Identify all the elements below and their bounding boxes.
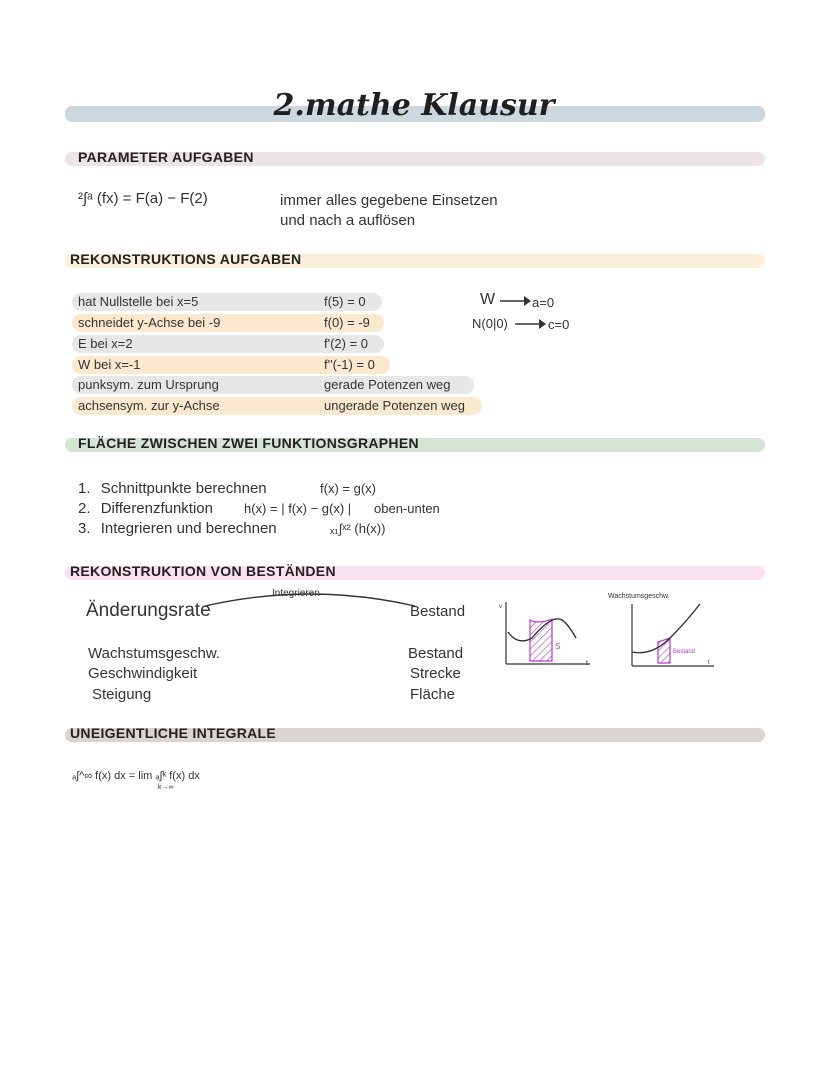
parameter-note-line2: und nach a auflösen — [280, 212, 416, 229]
axis-label: t — [708, 660, 710, 666]
axis-label: t — [586, 660, 588, 667]
side-note-result: c=0 — [548, 317, 570, 332]
improper-integral-formula: ₐ∫^∞ f(x) dx = lim ₐ∫ᵏ f(x) dx — [72, 770, 200, 782]
arrow-icon — [498, 295, 532, 307]
rekon-condition: W bei x=-1 — [78, 357, 141, 372]
rekon-equation: f'(2) = 0 — [324, 336, 369, 351]
rekon-equation: f(0) = -9 — [324, 315, 370, 330]
rekon-equation: f''(-1) = 0 — [324, 357, 375, 372]
rekon-condition: E bei x=2 — [78, 336, 133, 351]
step-formula: h(x) = | f(x) − g(x) | — [244, 501, 352, 516]
shaded-area — [658, 638, 670, 663]
side-note-n — [472, 316, 508, 331]
parameter-formula: ²∫ᵃ (fx) = F(a) − F(2) — [78, 190, 208, 207]
section-heading-bestaende: REKONSTRUKTION VON BESTÄNDEN — [70, 563, 336, 579]
step-number: 3. — [78, 520, 91, 537]
arc-label: Integrieren — [272, 588, 320, 599]
side-note-label: W — [480, 291, 496, 308]
limit-subscript: k→∞ — [158, 784, 174, 791]
step-text: Integrieren und berechnen — [100, 520, 277, 537]
right-head: Bestand — [410, 603, 466, 620]
right-item: Strecke — [410, 665, 461, 682]
rekon-row — [78, 376, 548, 396]
page-title: 2.mathe Klausur — [273, 88, 555, 123]
left-item: Wachstumsgeschw. — [88, 645, 220, 662]
section-heading-rekonstruktion: REKONSTRUKTIONS AUFGABEN — [70, 251, 302, 267]
right-item: Bestand — [408, 645, 464, 662]
rekon-equation: ungerade Potenzen weg — [324, 398, 465, 413]
step-text: Differenzfunktion — [100, 500, 213, 517]
section-heading-uneigentlich: UNEIGENTLICHE INTEGRALE — [70, 725, 277, 741]
rekon-condition: schneidet y-Achse bei -9 — [78, 315, 221, 330]
step-text: Schnittpunkte berechnen — [100, 480, 267, 497]
side-note-w — [480, 291, 495, 309]
rekon-row — [78, 356, 548, 376]
flaeche-step — [78, 520, 578, 537]
rekon-row — [78, 293, 548, 313]
rate-graph-2 — [624, 600, 720, 670]
arrow-icon — [513, 318, 547, 330]
left-head: Änderungsrate — [86, 600, 211, 621]
rekon-condition: punksym. zum Ursprung — [78, 377, 219, 392]
rekon-row — [78, 335, 548, 355]
section-heading-parameter: PARAMETER AUFGABEN — [78, 149, 254, 165]
right-item: Fläche — [410, 686, 456, 703]
section-heading-flaeche: FLÄCHE ZWISCHEN ZWEI FUNKTIONSGRAPHEN — [78, 435, 419, 451]
step-formula: ₓ₁∫ˣ² (h(x)) — [330, 521, 386, 536]
rekon-condition: hat Nullstelle bei x=5 — [78, 294, 199, 309]
flaeche-step — [78, 500, 578, 517]
shaded-label: S — [555, 642, 561, 651]
parameter-note-line1: immer alles gegebene Einsetzen — [280, 192, 498, 209]
left-item: Geschwindigkeit — [88, 665, 198, 682]
rekon-row — [78, 397, 548, 417]
shaded-area — [530, 619, 552, 661]
axis-label: v — [499, 604, 502, 610]
rekon-equation: gerade Potenzen weg — [324, 377, 451, 392]
step-formula: f(x) = g(x) — [320, 481, 376, 496]
flaeche-step — [78, 480, 578, 497]
step-number: 1. — [78, 480, 91, 497]
step-number: 2. — [78, 500, 91, 517]
rekon-condition: achsensym. zur y-Achse — [78, 398, 220, 413]
side-note-label: N(0|0) — [472, 316, 508, 331]
rate-graph — [496, 598, 596, 670]
step-extra: oben-unten — [374, 501, 440, 516]
left-item: Steigung — [92, 686, 152, 703]
shaded-label: Bestand — [673, 649, 696, 655]
rekon-equation: f(5) = 0 — [324, 294, 366, 309]
graph2-title: Wachstumsgeschw. — [608, 593, 670, 600]
side-note-result: a=0 — [532, 295, 555, 310]
